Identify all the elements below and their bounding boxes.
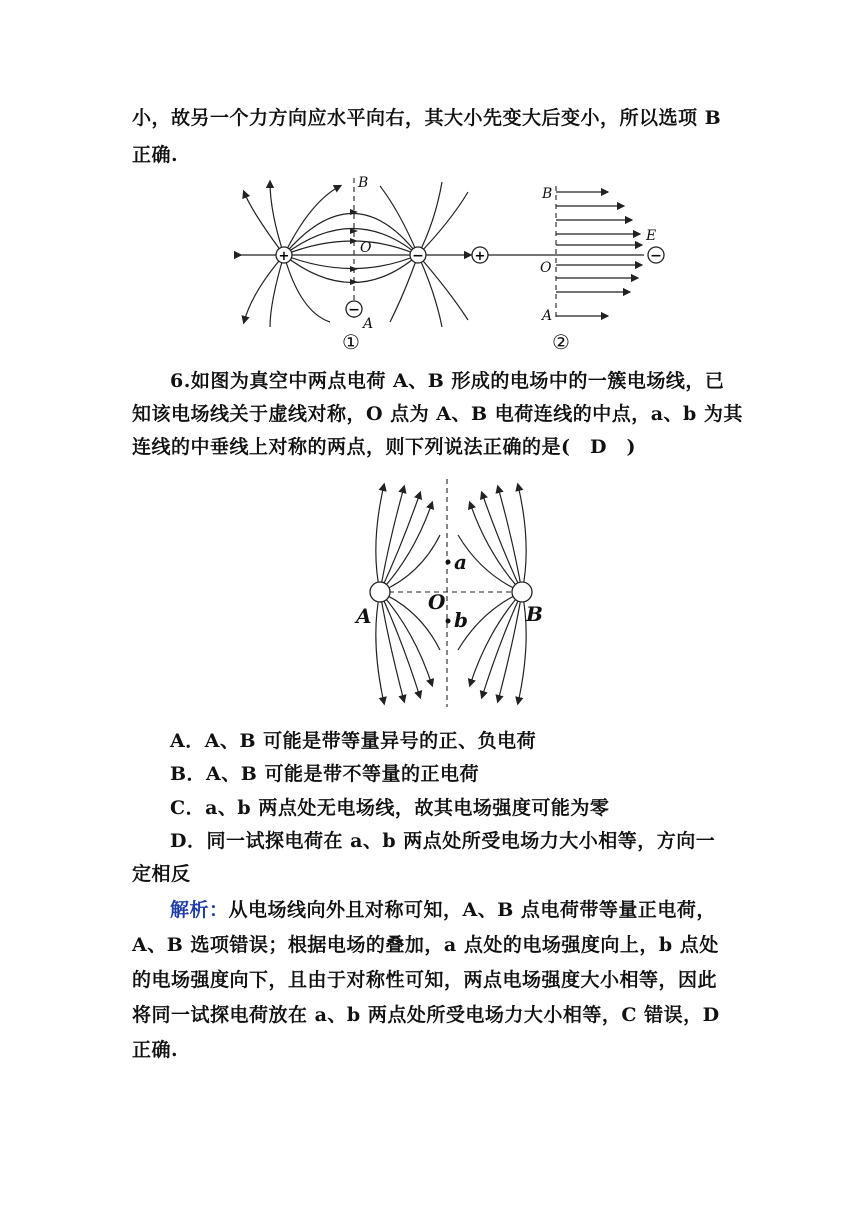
question-line-2: 知该电场线关于虚线对称，O 点为 A、B 电荷连线的中点，a、b 为其: [132, 403, 743, 425]
svg-text:O: O: [428, 590, 446, 614]
svg-text:a: a: [454, 550, 467, 574]
svg-text:A: A: [542, 308, 553, 324]
prev-solution-line-1: 小，故另一个力方向应水平向右，其大小先变大后变小，所以选项 B: [132, 107, 722, 129]
svg-text:O: O: [360, 240, 372, 256]
figure-uniform-field: [466, 180, 676, 330]
charge-a-icon: [370, 582, 390, 602]
option-b: B．A、B 可能是带不等量的正电荷: [170, 763, 479, 785]
point-a-icon: [446, 560, 451, 565]
svg-text:−: −: [650, 248, 662, 264]
svg-text:E: E: [646, 228, 657, 244]
analysis-line-5: 正确.: [132, 1039, 179, 1061]
analysis-label: 解析：: [170, 899, 229, 921]
svg-text:b: b: [454, 608, 468, 632]
point-b-icon: [446, 619, 451, 624]
question-line-3: 连线的中垂线上对称的两点，则下列说法正确的是( D ): [132, 436, 636, 458]
svg-text:+: +: [278, 249, 290, 264]
option-d-cont: 定相反: [132, 863, 191, 885]
figure-1-label: ①: [342, 330, 361, 354]
figure-2-label: ②: [552, 330, 571, 354]
analysis-line-1: 解析：从电场线向外且对称可知，A、B 点电荷带等量正电荷，: [170, 899, 716, 921]
svg-text:−: −: [348, 302, 360, 318]
svg-text:O: O: [540, 260, 552, 276]
option-d: D．同一试探电荷在 a、b 两点处所受电场力大小相等，方向一: [170, 830, 716, 852]
svg-text:B: B: [526, 602, 543, 626]
charge-b-icon: [512, 582, 532, 602]
option-a: A．A、B 可能是带等量异号的正、负电荷: [170, 730, 537, 752]
svg-text:B: B: [542, 186, 553, 202]
option-c: C．a、b 两点处无电场线，故其电场强度可能为零: [170, 797, 610, 819]
prev-solution-line-2: 正确.: [132, 144, 179, 166]
analysis-line-3: 的电场强度向下，且由于对称性可知，两点电场强度大小相等，因此: [132, 969, 718, 991]
svg-text:B: B: [358, 175, 369, 191]
svg-text:A: A: [356, 604, 372, 628]
svg-text:−: −: [412, 248, 424, 264]
figure-two-positive-charges: [350, 475, 550, 715]
question-line-1: 6.如图为真空中两点电荷 A、B 形成的电场中的一簇电场线，已: [170, 370, 725, 392]
svg-text:A: A: [363, 316, 374, 332]
analysis-line-2: A、B 选项错误；根据电场的叠加，a 点处的电场强度向上，b 点处: [132, 934, 719, 956]
analysis-line-4: 将同一试探电荷放在 a、b 两点处所受电场力大小相等，C 错误，D: [132, 1004, 720, 1026]
question-number: 6.: [170, 370, 191, 392]
svg-text:+: +: [474, 249, 486, 264]
